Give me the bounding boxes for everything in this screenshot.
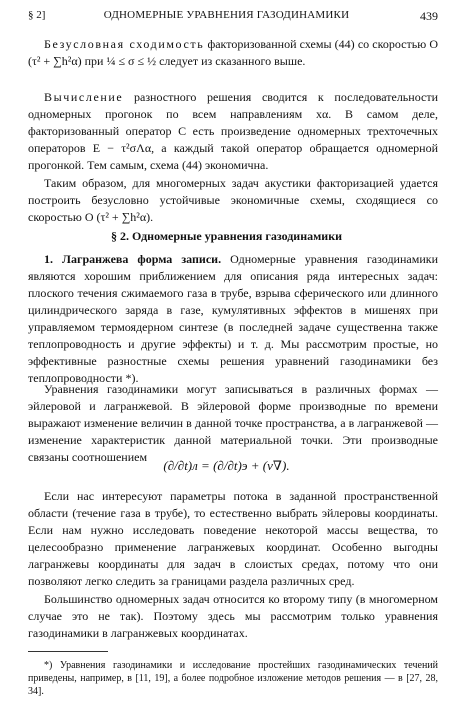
paragraph-most-problems bbox=[28, 591, 438, 642]
paragraph-text: Если нас интересуют параметры потока в заданной пространственной области (течение газа в трубе), то естественно выбрать эйлеровы координаты. Если нам нужно исследовать поведение некоторой массы вещества, то целесообразно применение лагранжевых координат. Особенно выгодны лагранжевы координаты для задач в слоистых средах, потому что они позволяют легко следить за границами раздела различных сред. bbox=[28, 489, 438, 588]
running-title: ОДНОМЕРНЫЕ УРАВНЕНИЯ ГАЗОДИНАМИКИ bbox=[103, 9, 350, 21]
paragraph-text: разностного решения сводится к последовательности одномерных прогонок по всем направлениям xα. В самом деле, факторизованный оператор C есть произведение одномерных трехточечных операторов E − τ²σΛα, а каждый такой оператор обращается одномерной прогонкой. Тем самым, схема (44) экономична. bbox=[28, 90, 438, 172]
section-title: § 2. Одномерные уравнения газодинамики bbox=[110, 229, 343, 243]
footnote-divider bbox=[28, 651, 108, 652]
paragraph-conclusion bbox=[28, 175, 438, 226]
spaced-term: Вычисление bbox=[44, 90, 124, 104]
paragraph-text: Одномерные уравнения газодинамики являются хорошим приближением для описания ряда интересных задач: плоского течения сжимаемого газа в трубе, взрыва сферического или длинного цилиндрического заряда в газе, кумулятивных эффектов в мишенях при управляемом термоядерном синтезе (в последней задаче существенна также теплопроводность и другие эффекты) и т. д. Мы рассмотрим простые, но эффективные разностные схемы решения уравнений газодинамики без теплопроводности *). bbox=[28, 252, 438, 385]
footnote: *) Уравнения газодинамики и исследование простейших газодинамических течений приведены, например, в [11, 19], а более подробное изложение методов решения — в [27, 28, 34]. bbox=[28, 660, 438, 697]
spaced-term: Безусловная сходимость bbox=[44, 37, 205, 51]
paragraph-text: Уравнения газодинамики могут записываться в различных формах — эйлеровой и лагранжевой. В эйлеровой форме производные по времени выражают изменение величин в данной точке пространства, а в лагранжевой — изменение характеристик данной материальной точки. Эти производные связаны соотношением bbox=[28, 382, 438, 464]
paragraph-forms bbox=[28, 381, 438, 466]
paragraph-text: факторизованной схемы (44) со скоростью O (τ² + ∑h²α) при ¼ ≤ σ ≤ ½ следует из сказанного выше. bbox=[28, 37, 438, 68]
paragraph-computation bbox=[28, 89, 438, 174]
subsection-title: 1. Лагранжева форма записи. bbox=[44, 252, 222, 266]
page-number: 439 bbox=[420, 9, 438, 23]
paragraph-convergence bbox=[28, 36, 438, 70]
header-section-ref: § 2] bbox=[28, 9, 46, 21]
paragraph-lagrange-form bbox=[28, 251, 438, 387]
paragraph-coordinates bbox=[28, 488, 438, 590]
paragraph-text: Большинство одномерных задач относится ко второму типу (в многомерном случае это не так). Поэтому здесь мы рассмотрим только уравнения газодинамики в лагранжевых координатах. bbox=[28, 592, 438, 640]
formula-derivatives: (∂/∂t)л = (∂/∂t)э + (v∇). bbox=[163, 458, 290, 473]
paragraph-text: Таким образом, для многомерных задач акустики факторизацией удается построить безусловно устойчивые экономичные схемы, сходящиеся со скоростью O (τ² + ∑h²α). bbox=[28, 176, 438, 224]
